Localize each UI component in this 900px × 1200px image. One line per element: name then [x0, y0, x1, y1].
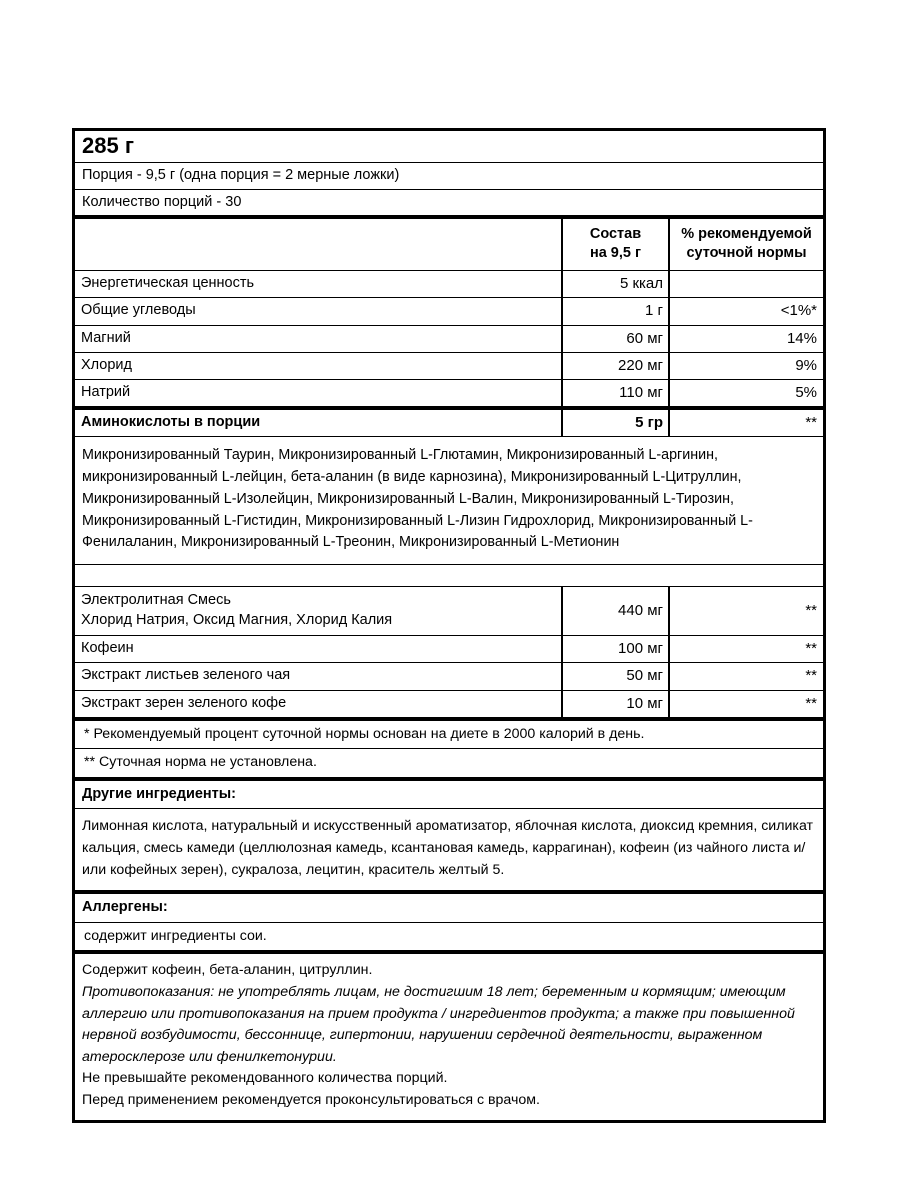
nutrient-name: Экстракт листьев зеленого чая	[81, 667, 291, 684]
table-header-amount-line2: на 9,5 г	[589, 245, 642, 262]
spacer-row	[75, 565, 823, 587]
nutrient-daily-value	[668, 271, 823, 297]
nutrient-amount: 10 мг	[561, 691, 668, 717]
nutrient-amount: 5 ккал	[561, 271, 668, 297]
warning-consult-doctor: Перед применением рекомендуется проконсультироваться с врачом.	[82, 1091, 540, 1108]
nutrient-daily-value: **	[668, 691, 823, 717]
table-header-daily-value	[668, 219, 823, 270]
nutrient-daily-value: <1%*	[668, 298, 823, 324]
nutrient-amount: 220 мг	[561, 353, 668, 379]
electrolyte-blend-title: Электролитная Смесь	[81, 592, 231, 609]
nutrient-name: Энергетическая ценность	[81, 275, 255, 292]
table-header-amount	[561, 219, 668, 270]
footnote-double-star: ** Суточная норма не установлена.	[75, 749, 823, 780]
allergens-text: содержит ингредиенты сои.	[75, 923, 823, 954]
table-row	[75, 326, 823, 353]
allergens-heading: Аллергены:	[75, 894, 823, 923]
amino-acids-daily-value: **	[668, 410, 823, 436]
table-header-blank	[75, 219, 561, 270]
table-header-dv-line2: суточной нормы	[686, 245, 807, 262]
nutrient-name: Кофеин	[81, 640, 134, 657]
footnote-single-star: * Рекомендуемый процент суточной нормы основан на диете в 2000 калорий в день.	[75, 721, 823, 749]
table-row	[75, 663, 823, 690]
nutrient-amount: 110 мг	[561, 380, 668, 406]
warning-contraindications: Противопоказания: не употреблять лицам, не достигшим 18 лет; беременным и кормящим; имеющим аллергию или противопоказания на прием продукта / ингредиентов продукта; а также при повышенной нервной возбудимости, бессоннице, гипертонии, нарушении сердечной деятельности, выраженном атеросклерозе или фенилкетонурии.	[82, 984, 795, 1065]
table-header-row	[75, 219, 823, 271]
nutrition-facts-panel	[72, 128, 826, 1123]
serving-size-row: Порция - 9,5 г (одна порция = 2 мерные ложки)	[75, 163, 823, 190]
electrolyte-blend-amount: 440 мг	[561, 587, 668, 635]
nutrient-name: Магний	[81, 329, 131, 346]
nutrient-amount: 50 мг	[561, 663, 668, 689]
nutrient-daily-value: 14%	[668, 326, 823, 352]
warning-do-not-exceed: Не превышайте рекомендованного количества порций.	[82, 1070, 448, 1087]
table-header-dv-line1: % рекомендуемой	[681, 226, 812, 243]
electrolyte-blend-daily-value: **	[668, 587, 823, 635]
table-header-amount-line1: Состав	[589, 226, 642, 243]
nutrient-amount: 1 г	[561, 298, 668, 324]
electrolyte-blend-components: Хлорид Натрия, Оксид Магния, Хлорид Калия	[81, 611, 393, 628]
table-row	[75, 636, 823, 663]
nutrient-daily-value: 5%	[668, 380, 823, 406]
other-ingredients-text: Лимонная кислота, натуральный и искусственный ароматизатор, яблочная кислота, диоксид кремния, силикат кальция, смесь камеди (целлюлозная камедь, ксантановая камедь, каррагинан), кофеин (из чайного листа и/или кофейных зерен), сукралоза, лецитин, краситель желтый 5.	[75, 809, 823, 894]
other-ingredients-heading: Другие ингредиенты:	[75, 781, 823, 810]
nutrient-name: Натрий	[81, 384, 131, 401]
amino-blend-paragraph: Микронизированный Таурин, Микронизированный L-Глютамин, Микронизированный L-аргинин, микронизированный L-лейцин, бета-аланин (в виде карнозина), Микронизированный L-Цитруллин, Микронизированный L-Изолейцин, Микронизированный L-Валин, Микронизированный L-Тирозин, Микронизированный L-Гистидин, Микронизированный L-Лизин Гидрохлорид, Микронизированный L-Фенилаланин, Микронизированный L-Треонин, Микронизированный L-Метионин	[75, 437, 823, 565]
servings-per-container-row: Количество порций - 30	[75, 190, 823, 220]
nutrient-amount: 100 мг	[561, 636, 668, 662]
amino-acids-amount: 5 гр	[561, 410, 668, 436]
electrolyte-blend-name	[75, 587, 561, 635]
table-row	[75, 353, 823, 380]
nutrient-daily-value: 9%	[668, 353, 823, 379]
warning-contains: Содержит кофеин, бета-аланин, цитруллин.	[82, 962, 373, 979]
nutrient-name: Общие углеводы	[81, 302, 196, 319]
amino-acids-row	[75, 410, 823, 437]
nutrient-daily-value: **	[668, 636, 823, 662]
table-row	[75, 298, 823, 325]
nutrient-name: Экстракт зерен зеленого кофе	[81, 694, 287, 711]
nutrient-daily-value: **	[668, 663, 823, 689]
table-row	[75, 691, 823, 721]
nutrient-amount: 60 мг	[561, 326, 668, 352]
table-row	[75, 271, 823, 298]
amino-acids-label: Аминокислоты в порции	[81, 414, 261, 431]
net-weight-title: 285 г	[75, 131, 823, 163]
nutrient-name: Хлорид	[81, 356, 132, 373]
warnings-block	[75, 954, 823, 1119]
electrolyte-blend-row	[75, 587, 823, 636]
table-row	[75, 380, 823, 410]
